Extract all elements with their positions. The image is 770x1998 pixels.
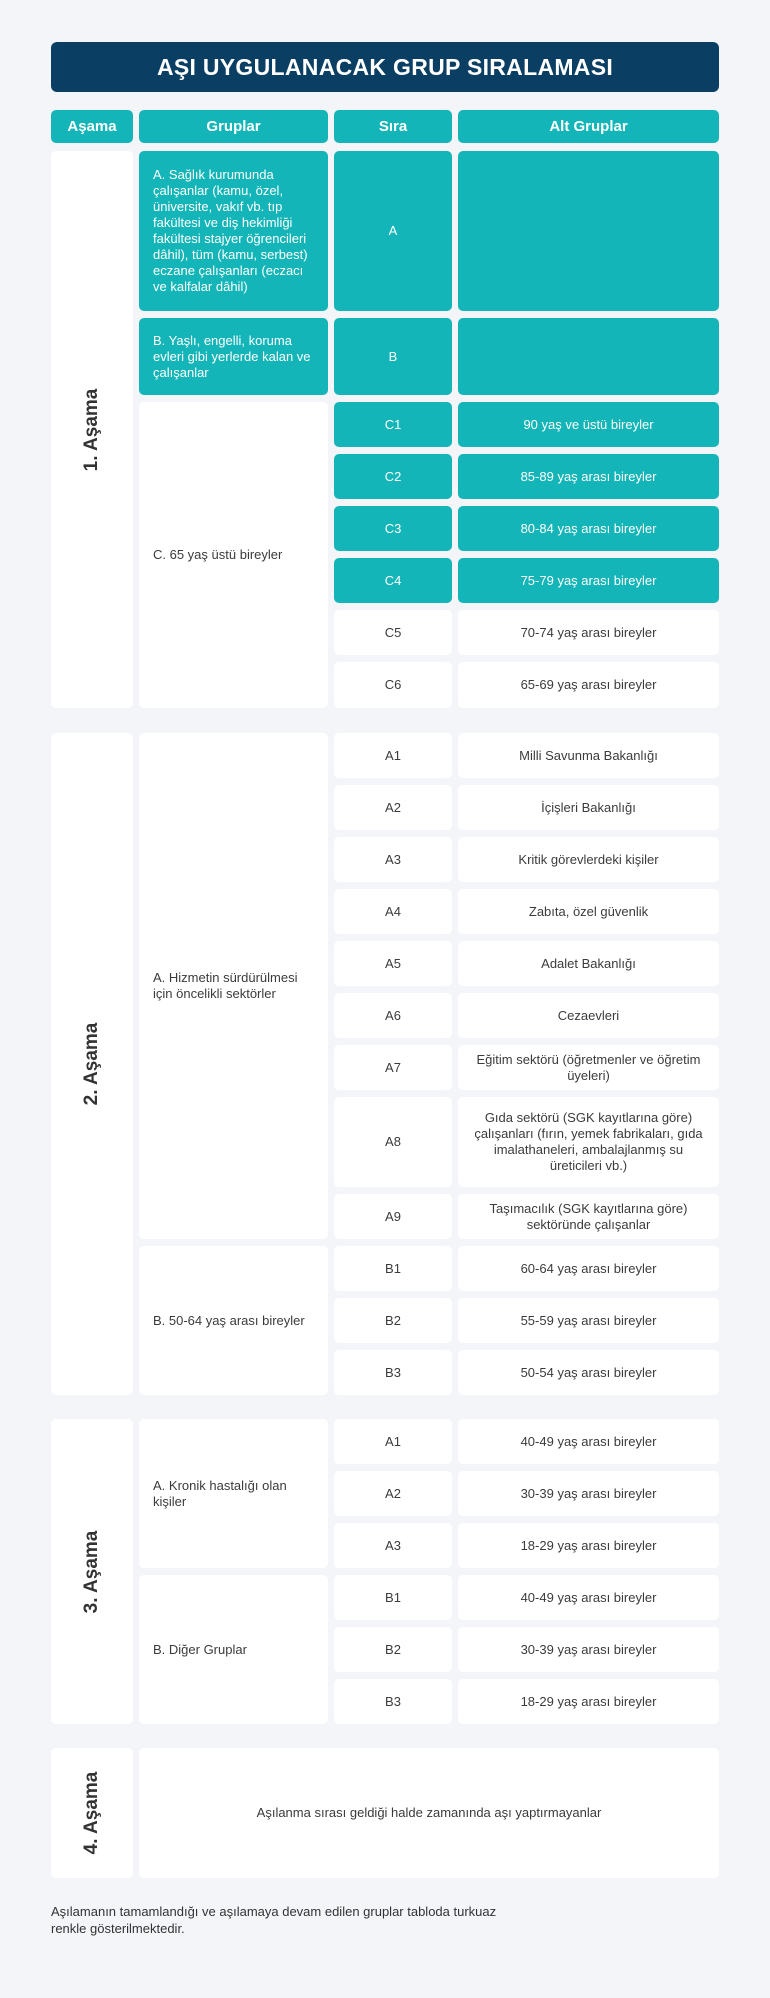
phase-2-order-a6: A6 [334, 993, 452, 1038]
phase-4-label: 4. Aşama [81, 1771, 102, 1855]
phase-2-order-a4: A4 [334, 889, 452, 934]
phase-1-sub-a [458, 151, 719, 311]
phase-1-sub-c2: 85-89 yaş arası bireyler [458, 454, 719, 499]
phase-3-order-a2: A2 [334, 1471, 452, 1516]
phase-1-label: 1. Aşama [81, 388, 102, 471]
phase-2-sub-a5: Adalet Bakanlığı [458, 941, 719, 986]
phase-2-order-a1: A1 [334, 733, 452, 778]
phase-3-group-b: B. Diğer Gruplar [139, 1575, 328, 1724]
phase-3-label: 3. Aşama [81, 1530, 102, 1613]
phase-3-sub-b2: 30-39 yaş arası bireyler [458, 1627, 719, 1672]
phase-1-group-a: A. Sağlık kurumunda çalışanlar (kamu, özel, üniversite, vakıf vb. tıp fakültesi ve diş hekimliği fakültesi stajyer öğrencileri dâhil), tüm (kamu, serbest) eczane çalışanları (eczacı ve kalfalar dâhil) [139, 151, 328, 311]
phase-1-order-c2: C2 [334, 454, 452, 499]
phase-1-order-c5: C5 [334, 610, 452, 655]
phase-2-sub-a4: Zabıta, özel güvenlik [458, 889, 719, 934]
phase-1-sub-c5: 70-74 yaş arası bireyler [458, 610, 719, 655]
header-order: Sıra [334, 110, 452, 143]
phase-1-sub-c3: 80-84 yaş arası bireyler [458, 506, 719, 551]
phase-1-sub-c4: 75-79 yaş arası bireyler [458, 558, 719, 603]
phase-4-cell [51, 1748, 133, 1878]
phase-2-order-a9: A9 [334, 1194, 452, 1239]
phase-1-order-c6: C6 [334, 662, 452, 708]
page-title: AŞI UYGULANACAK GRUP SIRALAMASI [51, 42, 719, 92]
phase-2-order-a7: A7 [334, 1045, 452, 1090]
phase-3-sub-b3: 18-29 yaş arası bireyler [458, 1679, 719, 1724]
phase-2-group-b: B. 50-64 yaş arası bireyler [139, 1246, 328, 1395]
phase-2-order-b2: B2 [334, 1298, 452, 1343]
phase-3-sub-a1: 40-49 yaş arası bireyler [458, 1419, 719, 1464]
phase-2-label: 2. Aşama [81, 1022, 102, 1106]
phase-1-cell [51, 151, 133, 708]
phase-1-order-a: A [334, 151, 452, 311]
phase-3-order-a1: A1 [334, 1419, 452, 1464]
phase-1-sub-b [458, 318, 719, 395]
phase-2-group-a: A. Hizmetin sürdürülmesi için öncelikli sektörler [139, 733, 328, 1239]
phase-2-sub-a7: Eğitim sektörü (öğretmenler ve öğretim üyeleri) [458, 1045, 719, 1090]
header-groups: Gruplar [139, 110, 328, 143]
phase-2-sub-a2: İçişleri Bakanlığı [458, 785, 719, 830]
phase-1-order-c3: C3 [334, 506, 452, 551]
header-subgroups: Alt Gruplar [458, 110, 719, 143]
phase-1-group-c: C. 65 yaş üstü bireyler [139, 402, 328, 708]
phase-3-group-a: A. Kronik hastalığı olan kişiler [139, 1419, 328, 1568]
phase-3-order-a3: A3 [334, 1523, 452, 1568]
phase-2-sub-a9: Taşımacılık (SGK kayıtlarına göre) sektöründe çalışanlar [458, 1194, 719, 1239]
phase-2-sub-a3: Kritik görevlerdeki kişiler [458, 837, 719, 882]
phase-4-description: Aşılanma sırası geldiği halde zamanında aşı yaptırmayanlar [139, 1748, 719, 1878]
phase-1-order-c4: C4 [334, 558, 452, 603]
phase-1-order-b: B [334, 318, 452, 395]
phase-2-order-a8: A8 [334, 1097, 452, 1187]
phase-1-group-b: B. Yaşlı, engelli, koruma evleri gibi yerlerde kalan ve çalışanlar [139, 318, 328, 395]
phase-3-order-b3: B3 [334, 1679, 452, 1724]
phase-2-sub-a8: Gıda sektörü (SGK kayıtlarına göre) çalışanları (fırın, yemek fabrikaları, gıda imalathaneleri, ambalajlanmış su üreticileri vb.) [458, 1097, 719, 1187]
phase-2-order-a3: A3 [334, 837, 452, 882]
phase-2-order-b1: B1 [334, 1246, 452, 1291]
phase-2-sub-b1: 60-64 yaş arası bireyler [458, 1246, 719, 1291]
phase-2-sub-b2: 55-59 yaş arası bireyler [458, 1298, 719, 1343]
phase-1-sub-c6: 65-69 yaş arası bireyler [458, 662, 719, 708]
phase-3-sub-a2: 30-39 yaş arası bireyler [458, 1471, 719, 1516]
phase-2-order-b3: B3 [334, 1350, 452, 1395]
phase-2-sub-a6: Cezaevleri [458, 993, 719, 1038]
phase-2-sub-a1: Milli Savunma Bakanlığı [458, 733, 719, 778]
header-phase: Aşama [51, 110, 133, 143]
phase-1-order-c1: C1 [334, 402, 452, 447]
phase-2-order-a2: A2 [334, 785, 452, 830]
phase-3-order-b2: B2 [334, 1627, 452, 1672]
phase-3-cell [51, 1419, 133, 1724]
phase-2-cell [51, 733, 133, 1395]
phase-2-sub-b3: 50-54 yaş arası bireyler [458, 1350, 719, 1395]
phase-1-sub-c1: 90 yaş ve üstü bireyler [458, 402, 719, 447]
phase-3-sub-b1: 40-49 yaş arası bireyler [458, 1575, 719, 1620]
phase-3-sub-a3: 18-29 yaş arası bireyler [458, 1523, 719, 1568]
footnote: Aşılamanın tamamlandığı ve aşılamaya devam edilen gruplar tabloda turkuaz renkle gösterilmektedir. [51, 1904, 497, 1936]
phase-2-order-a5: A5 [334, 941, 452, 986]
phase-3-order-b1: B1 [334, 1575, 452, 1620]
